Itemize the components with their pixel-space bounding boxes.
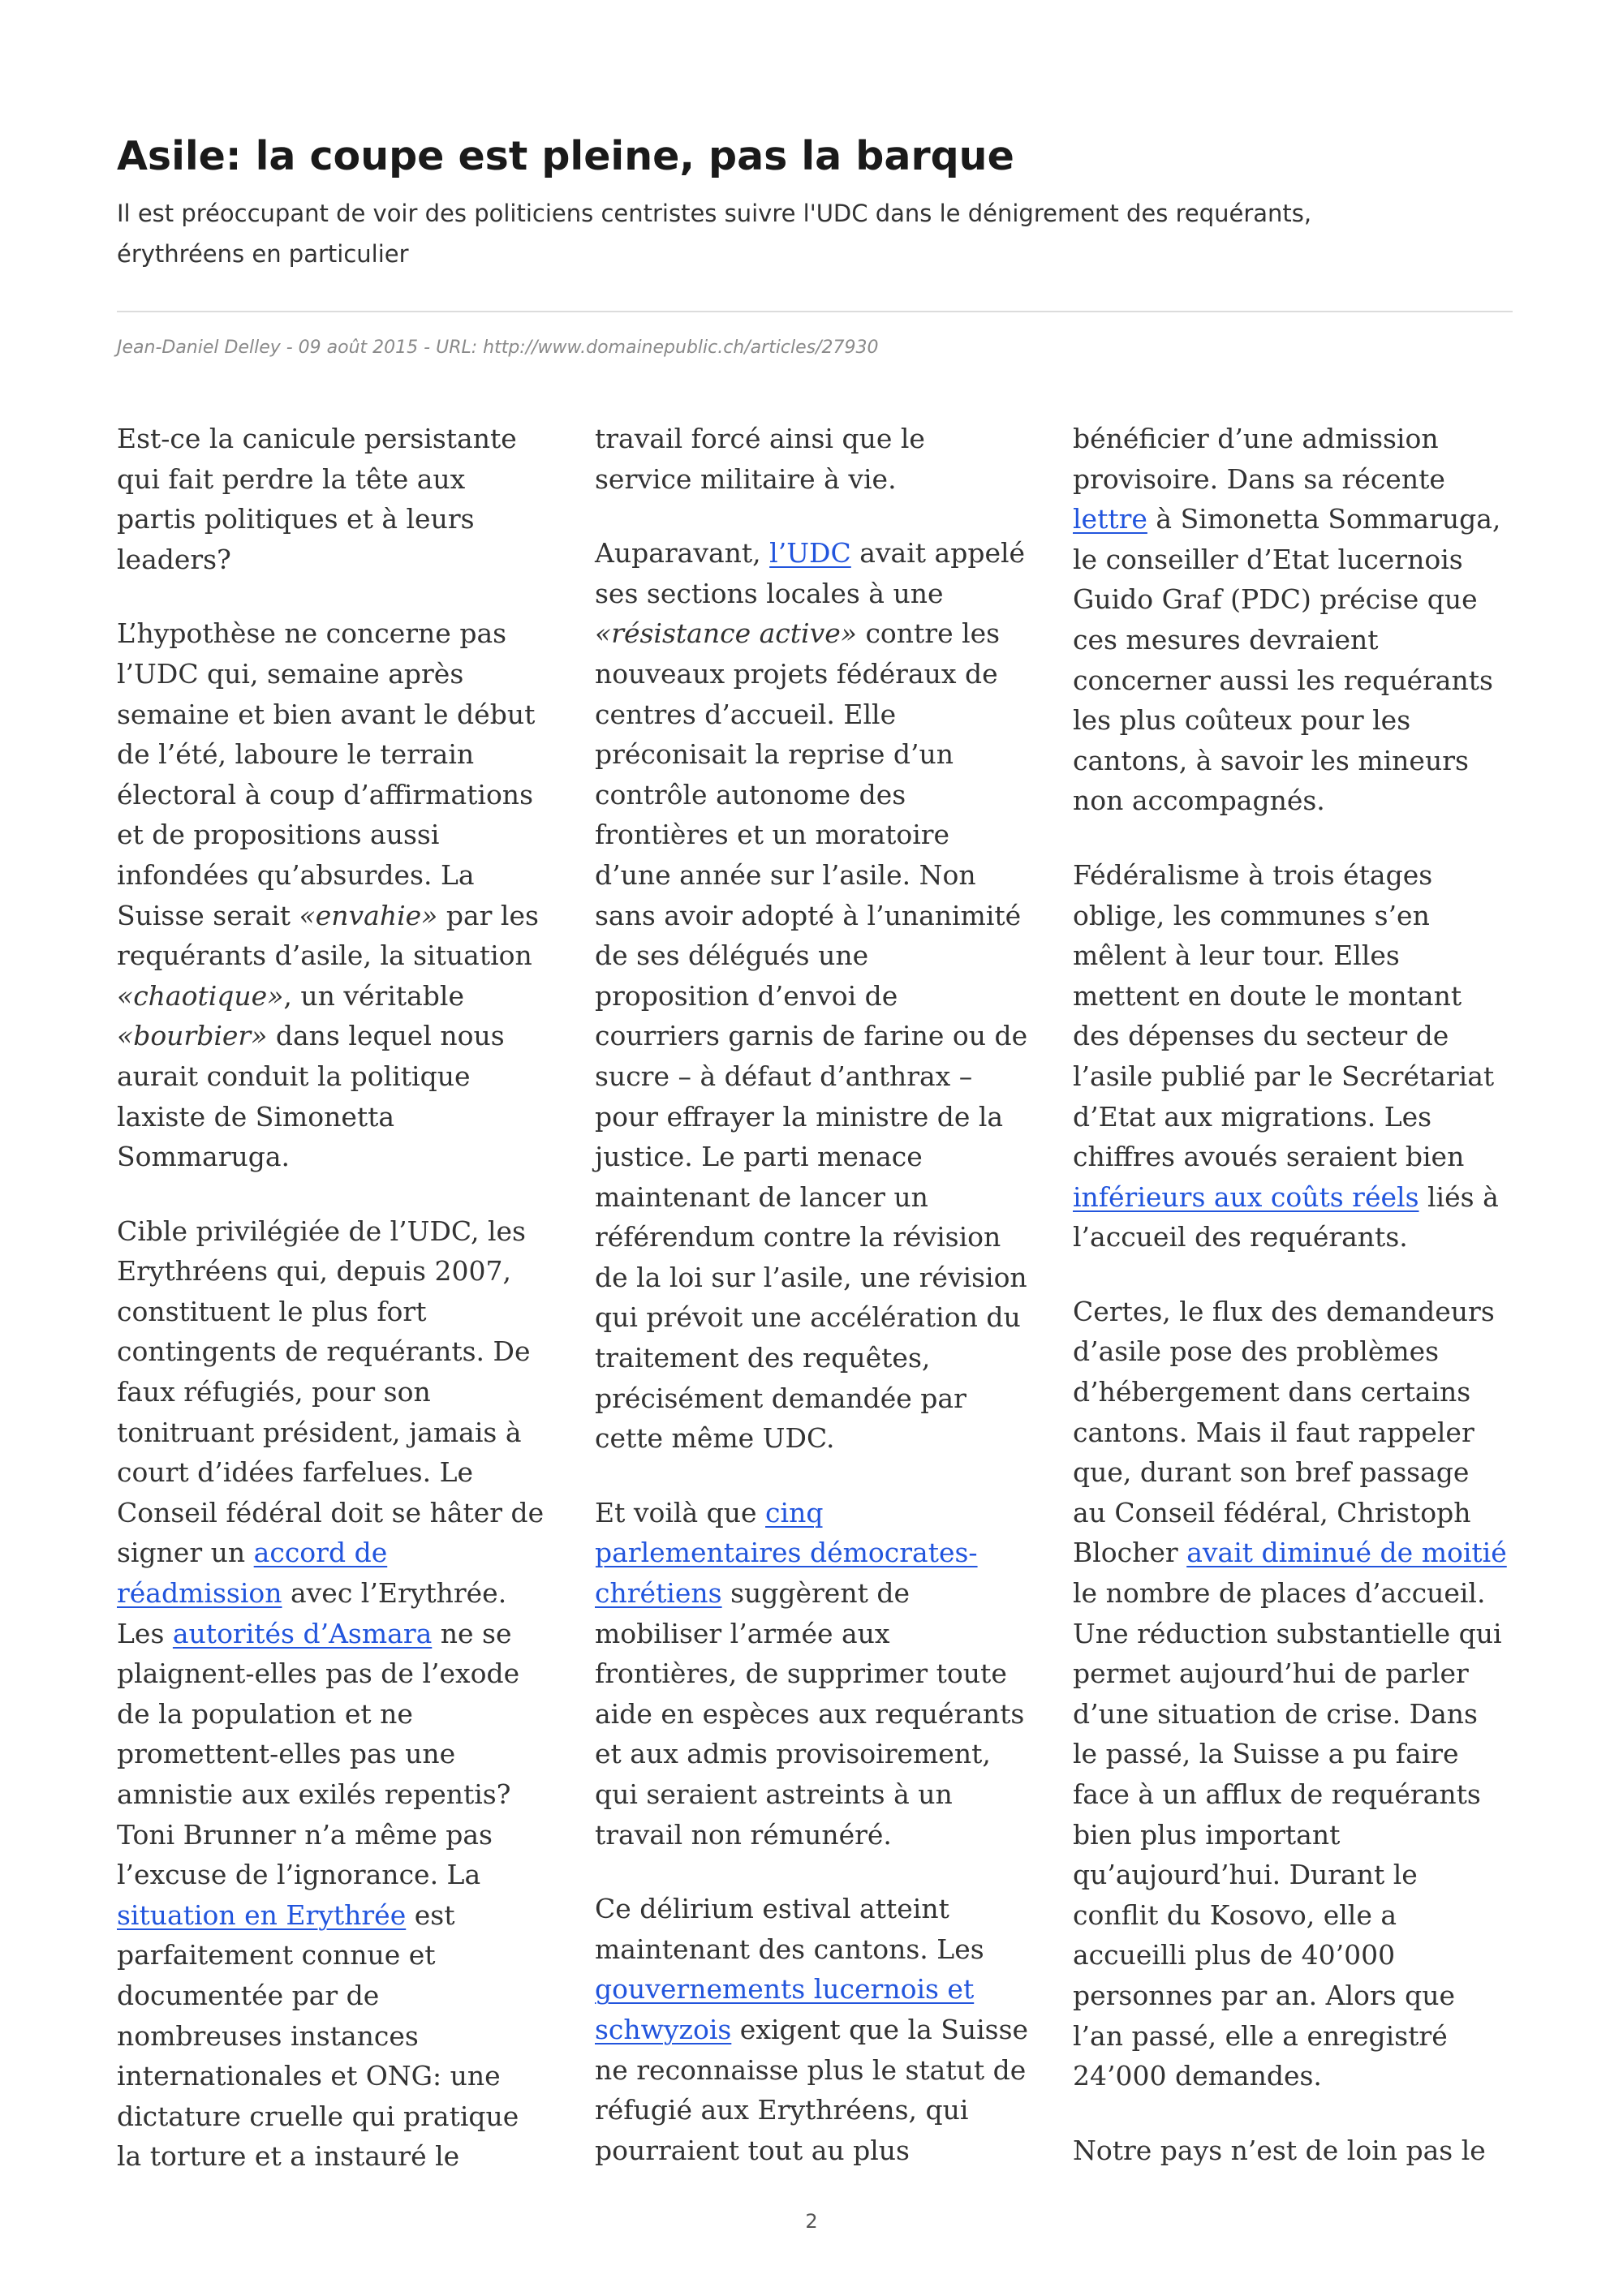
text-line: Une réduction substantielle qui [1073, 1617, 1502, 1649]
text-line: électoral à coup d’affirmations [117, 778, 533, 810]
text-line: non accompagnés. [1073, 785, 1325, 817]
link-udc[interactable]: l’UDC [769, 537, 851, 570]
text-line: provisoire. Dans sa récente [1073, 462, 1445, 495]
text-line: Cible privilégiée de l’UDC, les [117, 1215, 526, 1247]
text-line: d’une situation de crise. Dans [1073, 1697, 1478, 1730]
text-line: frontières, de supprimer toute [595, 1658, 1007, 1690]
text-line: d’Etat aux migrations. Les [1073, 1100, 1432, 1133]
paragraph [1073, 855, 1511, 1258]
text-line: sans avoir adopté à l’unanimité [595, 899, 1022, 931]
text-span: par les [437, 899, 539, 931]
text-line [117, 1016, 555, 1056]
text-column-3 [1073, 419, 1511, 2170]
text-line: courriers garnis de farine ou de [595, 1020, 1028, 1052]
link-accord-readmission[interactable]: accord de [253, 1537, 388, 1569]
text-line [1073, 1533, 1511, 1573]
text-line: le conseiller d’Etat lucernois [1073, 543, 1463, 575]
text-line: d’hébergement dans certains [1073, 1376, 1471, 1408]
text-line: oblige, les communes s’en [1073, 899, 1430, 931]
text-line [117, 976, 555, 1017]
text-span: Et voilà que [595, 1496, 766, 1529]
text-line: bénéficier d’une admission [1073, 423, 1439, 454]
text-line: ne reconnaisse plus le statut de [595, 2053, 1027, 2086]
text-line: accueilli plus de 40’000 [1073, 1939, 1396, 1971]
text-line: requérants d’asile, la situation [117, 939, 532, 972]
text-span: dans lequel nous [267, 1020, 505, 1052]
text-line: d’asile pose des problèmes [1073, 1335, 1440, 1368]
text-line [595, 1493, 1033, 1533]
text-line: tonitruant président, jamais à [117, 1416, 522, 1448]
text-line: travail forcé ainsi que le [595, 423, 925, 454]
text-line: au Conseil fédéral, Christoph [1073, 1496, 1471, 1529]
text-line: l’accueil des requérants. [1073, 1221, 1408, 1253]
quoted-term: «chaotique» [117, 979, 284, 1012]
paragraph [117, 1211, 555, 2177]
text-line: face à un afflux de requérants [1073, 1778, 1481, 1810]
text-line: que, durant son bref passage [1073, 1456, 1470, 1489]
text-span: exigent que la Suisse [731, 2013, 1029, 2045]
text-line [117, 1614, 555, 1654]
text-line: proposition d’envoi de [595, 979, 898, 1012]
text-line: frontières et un moratoire [595, 819, 950, 851]
text-line: l’excuse de l’ignorance. La [117, 1859, 481, 1891]
text-line: pourraient tout au plus [595, 2134, 910, 2166]
text-line: nouveaux projets fédéraux de [595, 657, 998, 690]
text-line [595, 533, 1033, 574]
text-line: qui fait perdre la tête aux [117, 462, 466, 495]
text-line [595, 1573, 1033, 1614]
paragraph [1073, 1292, 1511, 2096]
text-line: mêlent à leur tour. Elles [1073, 939, 1400, 972]
text-line: maintenant de lancer un [595, 1180, 928, 1213]
link-avait-diminue[interactable]: avait diminué de moitié [1186, 1537, 1507, 1569]
subtitle-line: Il est préoccupant de voir des politiciens centristes suivre l'UDC dans le dénigrement des requérants, [117, 200, 1312, 227]
link-cinq-parlementaires[interactable]: cinq [765, 1496, 824, 1529]
text-line: l’an passé, elle a enregistré [1073, 2019, 1448, 2052]
text-line: aurait conduit la politique [117, 1060, 471, 1092]
text-line: infondées qu’absurdes. La [117, 858, 475, 891]
text-line: mobiliser l’armée aux [595, 1617, 890, 1649]
text-line [595, 1969, 1033, 2010]
text-column-1 [117, 419, 555, 2177]
text-line: Fédéralisme à trois étages [1073, 858, 1433, 891]
text-line [595, 2010, 1033, 2050]
text-span: liés à [1419, 1180, 1499, 1213]
text-line: contrôle autonome des [595, 778, 906, 810]
quoted-term: «envahie» [299, 899, 438, 931]
link-autorites-asmara[interactable]: autorités d’Asmara [172, 1617, 433, 1649]
article-title: Asile: la coupe est pleine, pas la barque [117, 133, 1014, 179]
link-accord-readmission-cont[interactable]: réadmission [117, 1577, 282, 1610]
quoted-term: «bourbier» [117, 1020, 268, 1052]
text-line: de l’été, laboure le terrain [117, 738, 475, 771]
link-gouvernements-lucernois-cont[interactable]: schwyzois [595, 2013, 732, 2045]
text-span: est [406, 1898, 455, 1931]
text-span: Auparavant, [595, 537, 770, 570]
text-line: semaine et bien avant le début [117, 698, 536, 730]
link-gouvernements-lucernois[interactable]: gouvernements lucernois et [595, 1973, 975, 2006]
text-span: ne se [432, 1617, 512, 1649]
text-line: réfugié aux Erythréens, qui [595, 2094, 969, 2126]
text-line: le passé, la Suisse a pu faire [1073, 1738, 1459, 1770]
link-cinq-parlementaires-end[interactable]: chrétiens [595, 1577, 722, 1610]
text-span: Suisse serait [117, 899, 299, 931]
text-line: personnes par an. Alors que [1073, 1979, 1456, 2011]
text-line: faux réfugiés, pour son [117, 1376, 431, 1408]
paragraph [1073, 2130, 1511, 2171]
text-line [595, 1533, 1033, 1573]
text-line: nombreuses instances [117, 2019, 419, 2052]
text-line: constituent le plus fort [117, 1295, 427, 1327]
article-meta: Jean-Daniel Delley - 09 août 2015 - URL: http://www.domainepublic.ch/articles/27930 [117, 338, 879, 358]
text-line: justice. Le parti menace [595, 1141, 923, 1173]
text-line [117, 1533, 555, 1573]
text-line: Sommaruga. [117, 1141, 291, 1173]
text-line: Guido Graf (PDC) précise que [1073, 583, 1478, 616]
text-line: promettent-elles pas une [117, 1738, 456, 1770]
text-span: contre les [856, 617, 1001, 650]
text-line: leaders? [117, 543, 231, 575]
text-line: ces mesures devraient [1073, 623, 1379, 656]
text-line [1073, 499, 1511, 540]
text-line: 24’000 demandes. [1073, 2060, 1322, 2092]
text-line: ses sections locales à une [595, 577, 944, 609]
page-number: 2 [805, 2210, 818, 2233]
paragraph [595, 533, 1033, 1459]
text-line: bien plus important [1073, 1818, 1341, 1851]
paragraph [595, 1889, 1033, 2170]
link-inferieurs-couts-reels[interactable]: inférieurs aux coûts réels [1073, 1180, 1419, 1213]
text-line: cette même UDC. [595, 1422, 835, 1455]
text-line: traitement des requêtes, [595, 1342, 931, 1374]
text-line: et de propositions aussi [117, 819, 440, 851]
paragraph [1073, 419, 1511, 821]
text-span: avec l’Erythrée. [282, 1577, 507, 1610]
text-line: Conseil fédéral doit se hâter de [117, 1496, 545, 1529]
link-situation-erythree[interactable]: situation en Erythrée [117, 1898, 407, 1931]
text-line: aide en espèces aux requérants [595, 1697, 1025, 1730]
paragraph [117, 419, 555, 579]
text-line [117, 1573, 555, 1614]
text-line: et aux admis provisoirement, [595, 1738, 991, 1770]
paragraph [595, 1493, 1033, 1855]
link-cinq-parlementaires-cont[interactable]: parlementaires démocrates- [595, 1537, 978, 1569]
text-line: sucre – à défaut d’anthrax – [595, 1060, 973, 1092]
text-line: cantons, à savoir les mineurs [1073, 744, 1469, 776]
header-divider [117, 311, 1513, 312]
text-line [117, 1895, 555, 1936]
text-line: dictature cruelle qui pratique [117, 2100, 519, 2132]
quoted-term: «résistance active» [595, 617, 857, 650]
text-line: pour effrayer la ministre de la [595, 1100, 1004, 1133]
text-line: maintenant des cantons. Les [595, 1933, 984, 1965]
text-line: l’UDC qui, semaine après [117, 657, 464, 690]
text-line: travail non rémunéré. [595, 1818, 892, 1851]
text-line: Erythréens qui, depuis 2007, [117, 1255, 511, 1288]
text-line: qu’aujourd’hui. Durant le [1073, 1859, 1418, 1891]
text-line: contingents de requérants. De [117, 1335, 531, 1368]
text-column-2 [595, 419, 1033, 2170]
link-lettre[interactable]: lettre [1073, 503, 1147, 535]
text-span: Les [117, 1617, 173, 1649]
text-line: des dépenses du secteur de [1073, 1020, 1449, 1052]
text-line: Certes, le flux des demandeurs [1073, 1295, 1495, 1327]
text-line: Est-ce la canicule persistante [117, 423, 517, 454]
text-line: L’hypothèse ne concerne pas [117, 617, 507, 650]
subtitle-line: érythréens en particulier [117, 240, 409, 268]
text-line: centres d’accueil. Elle [595, 698, 897, 730]
text-line [1073, 1177, 1511, 1218]
text-span: avait appelé [850, 537, 1026, 570]
paragraph [595, 419, 1033, 499]
text-line: concerner aussi les requérants [1073, 664, 1493, 696]
text-span: à Simonetta Sommaruga, [1147, 503, 1501, 535]
text-line: Toni Brunner n’a même pas [117, 1818, 493, 1851]
text-line: chiffres avoués seraient bien [1073, 1141, 1465, 1173]
text-line: la torture et a instauré le [117, 2140, 460, 2173]
text-span: , un véritable [283, 979, 465, 1012]
text-line: préconisait la reprise d’un [595, 738, 954, 771]
text-span: Blocher [1073, 1537, 1187, 1569]
article-subtitle [117, 193, 1513, 274]
text-line: internationales et ONG: une [117, 2060, 501, 2092]
text-line [117, 896, 555, 936]
text-line: partis politiques et à leurs [117, 503, 475, 535]
text-line: qui seraient astreints à un [595, 1778, 953, 1810]
text-line [595, 613, 1033, 654]
text-line: précisément demandée par [595, 1382, 966, 1414]
text-line: l’asile publié par le Secrétariat [1073, 1060, 1495, 1092]
text-line: le nombre de places d’accueil. [1073, 1577, 1486, 1610]
text-line: cantons. Mais il faut rappeler [1073, 1416, 1474, 1448]
text-line: de la population et ne [117, 1697, 413, 1730]
text-span: suggèrent de [721, 1577, 910, 1610]
text-line: de la loi sur l’asile, une révision [595, 1261, 1027, 1293]
text-line: qui prévoit une accélération du [595, 1301, 1021, 1334]
text-line: mettent en doute le montant [1073, 979, 1462, 1012]
text-line: de ses délégués une [595, 939, 869, 972]
text-span: signer un [117, 1537, 254, 1569]
text-line: amnistie aux exilés repentis? [117, 1778, 511, 1810]
text-line: court d’idées farfelues. Le [117, 1456, 474, 1489]
text-line: conflit du Kosovo, elle a [1073, 1898, 1397, 1931]
text-line: documentée par de [117, 1979, 380, 2011]
text-line: parfaitement connue et [117, 1939, 436, 1971]
text-line: plaignent-elles pas de l’exode [117, 1658, 520, 1690]
text-line: les plus coûteux pour les [1073, 704, 1411, 737]
text-line: service militaire à vie. [595, 462, 897, 495]
text-line: Notre pays n’est de loin pas le [1073, 2134, 1486, 2166]
text-line: permet aujourd’hui de parler [1073, 1658, 1469, 1690]
text-line: référendum contre la révision [595, 1221, 1001, 1253]
text-line: laxiste de Simonetta [117, 1100, 395, 1133]
text-line: d’une année sur l’asile. Non [595, 858, 976, 891]
text-line: Ce délirium estival atteint [595, 1893, 949, 1925]
paragraph [117, 613, 555, 1176]
